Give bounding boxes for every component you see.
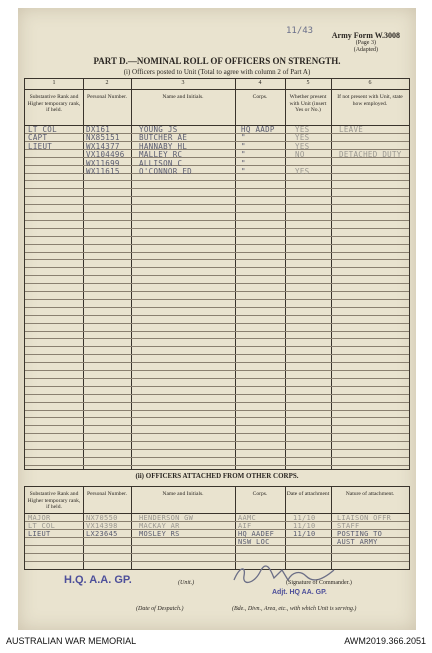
- column-number: 2: [105, 80, 109, 86]
- signature-label: (Signature of Commander.): [286, 580, 352, 586]
- column-header: Corps.: [252, 94, 268, 100]
- row-rule: [25, 338, 409, 339]
- column-number: 4: [258, 80, 262, 86]
- roll-entry-present: YES: [295, 141, 310, 151]
- archive-caption-left: AUSTRALIAN WAR MEMORIAL: [6, 636, 137, 646]
- attached-entry-nature: POSTING TO: [337, 530, 383, 538]
- attached-entry-name: HENDERSON GW: [139, 514, 194, 522]
- row-rule: [25, 173, 409, 174]
- officers-on-strength-table: [24, 78, 410, 470]
- part-d-subtitle: (i) Officers posted to Unit (Total to agree with column 2 of Part A): [123, 68, 311, 76]
- roll-entry-corps: HQ AADP: [241, 125, 275, 134]
- column-rule: [83, 487, 84, 569]
- row-rule: [25, 441, 409, 442]
- row-rule: [25, 252, 409, 253]
- column-rule: [131, 79, 132, 469]
- roll-entry-name: YOUNG JS: [139, 125, 178, 134]
- row-rule: [25, 433, 409, 434]
- attached-entry-nature: STAFF: [337, 522, 360, 530]
- roll-entry-name: MALLEY RC: [139, 150, 183, 160]
- row-rule: [25, 402, 409, 403]
- column-rule: [331, 79, 332, 469]
- attached-entry-date: 11/10: [293, 522, 316, 530]
- row-rule: [25, 354, 409, 355]
- attached-entry-corps: AAMC: [238, 514, 257, 522]
- row-rule: [25, 386, 409, 387]
- row-rule: [25, 228, 409, 229]
- column-rule: [131, 487, 132, 569]
- area-label: (Bde., Divn., Area, etc., with which Unit is serving.): [232, 606, 357, 612]
- attached-entry-date: 11/10: [293, 514, 316, 522]
- row-rule: [25, 346, 409, 347]
- roll-entry-name: O'CONNOR ED: [139, 167, 192, 176]
- roll-entry-corps: ": [241, 167, 246, 176]
- officers-attached-table: [24, 486, 410, 570]
- column-rule: [331, 487, 332, 569]
- column-rule: [83, 79, 84, 469]
- column-header: Substantive Rank and Higher temporary rank, if held.: [27, 94, 81, 114]
- row-rule: [25, 553, 409, 554]
- row-rule: [25, 220, 409, 221]
- attached-entry-rank: LIEUT: [28, 530, 51, 538]
- roll-entry-corps: ": [241, 150, 246, 160]
- row-rule: [25, 378, 409, 379]
- row-rule: [25, 212, 409, 213]
- row-rule: [25, 204, 409, 205]
- column-header: Date of attachment: [286, 491, 330, 497]
- row-rule: [25, 259, 409, 260]
- column-number: 6: [368, 80, 372, 86]
- attached-entry-number: NX70550: [86, 514, 118, 522]
- attached-entry-corps: AIF: [238, 522, 252, 530]
- roll-entry-number: NX85151: [86, 133, 120, 143]
- form-adapted: (Adapted): [353, 46, 379, 53]
- row-rule: [25, 449, 409, 450]
- roll-entry-employed: LEAVE: [339, 125, 364, 134]
- roll-entry-name: ALLISON C: [139, 158, 183, 168]
- roll-entry-rank: LIEUT: [28, 141, 53, 151]
- roll-entry-rank: CAPT: [28, 133, 48, 143]
- commander-stamp: Adjt. HQ AA. GP.: [272, 589, 327, 596]
- row-rule: [25, 465, 409, 466]
- column-header: Whether present with Unit (insert Yes or No.): [289, 94, 327, 114]
- attached-entry-name: MOSLEY RS: [139, 530, 180, 538]
- attached-entry-date: 11/10: [293, 530, 316, 538]
- attached-entry-corps: NSW LOC: [238, 538, 270, 546]
- column-header: Name and Initials.: [162, 491, 204, 497]
- part-ii-title: (ii) OFFICERS ATTACHED FROM OTHER CORPS.: [135, 472, 299, 480]
- attached-entry-rank: MAJOR: [28, 514, 51, 522]
- attached-entry-number: VX14398: [86, 522, 118, 530]
- column-number: 3: [181, 80, 185, 86]
- roll-entry-number: DX161: [86, 125, 111, 134]
- roll-entry-present: YES: [295, 167, 310, 176]
- column-number: 5: [306, 80, 310, 86]
- row-rule: [25, 410, 409, 411]
- roll-entry-number: WX11699: [86, 158, 120, 168]
- roll-entry-corps: ": [241, 158, 246, 168]
- roll-entry-present: YES: [295, 125, 310, 134]
- row-rule: [25, 370, 409, 371]
- roll-entry-name: HANNABY HL: [139, 141, 188, 151]
- row-rule: [25, 283, 409, 284]
- row-rule: [25, 362, 409, 363]
- row-rule: [25, 275, 409, 276]
- roll-entry-corps: ": [241, 133, 246, 143]
- attached-entry-number: LX23645: [86, 530, 118, 538]
- document-page: [18, 8, 416, 630]
- row-rule: [25, 291, 409, 292]
- attached-entry-nature: AUST ARMY: [337, 538, 378, 546]
- attached-entry-name: MACKAY AR: [139, 522, 180, 530]
- column-rule: [285, 487, 286, 569]
- archive-caption-right: AWM2019.366.2051: [344, 636, 426, 646]
- form-page: (Page 3): [355, 40, 376, 47]
- column-header: Name and Initials.: [162, 94, 204, 100]
- form-number: Army Form W.3008: [331, 31, 400, 40]
- column-header: Substantive Rank and Higher temporary rank, if held.: [27, 491, 81, 511]
- row-rule: [25, 244, 409, 245]
- unit-stamp: H.Q. A.A. GP.: [64, 574, 132, 586]
- roll-entry-number: VX104496: [86, 150, 125, 160]
- column-header: Nature of attachment.: [345, 491, 395, 497]
- row-rule: [25, 425, 409, 426]
- row-rule: [25, 323, 409, 324]
- part-d-title: PART D.—NOMINAL ROLL OF OFFICERS ON STRENGTH.: [93, 56, 341, 66]
- row-rule: [25, 331, 409, 332]
- roll-entry-name: BUTCHER AE: [139, 133, 188, 143]
- column-header: Personal Number.: [86, 94, 128, 100]
- row-rule: [25, 394, 409, 395]
- form-identifier: [332, 32, 400, 53]
- roll-entry-corps: ": [241, 141, 246, 151]
- row-rule: [25, 267, 409, 268]
- row-rule: [25, 141, 409, 142]
- attached-entry-rank: LT COL: [28, 522, 56, 530]
- roll-entry-number: WX11615: [86, 167, 120, 176]
- column-rule: [285, 79, 286, 469]
- column-rule: [235, 487, 236, 569]
- header-rule: [25, 89, 409, 90]
- column-number: 1: [52, 80, 56, 86]
- unit-label: (Unit.): [178, 580, 195, 586]
- column-header: Personal Number.: [86, 491, 128, 497]
- row-rule: [25, 188, 409, 189]
- row-rule: [25, 307, 409, 308]
- column-header: If not present with Unit, state how employed.: [337, 94, 403, 107]
- handwritten-ref: 11/43: [286, 26, 314, 36]
- column-rule: [235, 79, 236, 469]
- row-rule: [25, 561, 409, 562]
- attached-entry-nature: LIAISON OFFR: [337, 514, 392, 522]
- row-rule: [25, 299, 409, 300]
- roll-entry-rank: LT COL: [28, 125, 57, 134]
- roll-entry-number: WX14377: [86, 141, 120, 151]
- row-rule: [25, 315, 409, 316]
- row-rule: [25, 165, 409, 166]
- row-rule: [25, 180, 409, 181]
- roll-entry-present: YES: [295, 133, 310, 143]
- roll-entry-employed: DETACHED DUTY: [339, 150, 402, 160]
- row-rule: [25, 196, 409, 197]
- despatch-label: (Date of Despatch.): [136, 606, 184, 612]
- row-rule: [25, 417, 409, 418]
- row-rule: [25, 457, 409, 458]
- roll-entry-present: NO: [295, 150, 305, 160]
- attached-entry-corps: HQ AADEF: [238, 530, 275, 538]
- row-rule: [25, 236, 409, 237]
- column-header: Corps.: [252, 491, 268, 497]
